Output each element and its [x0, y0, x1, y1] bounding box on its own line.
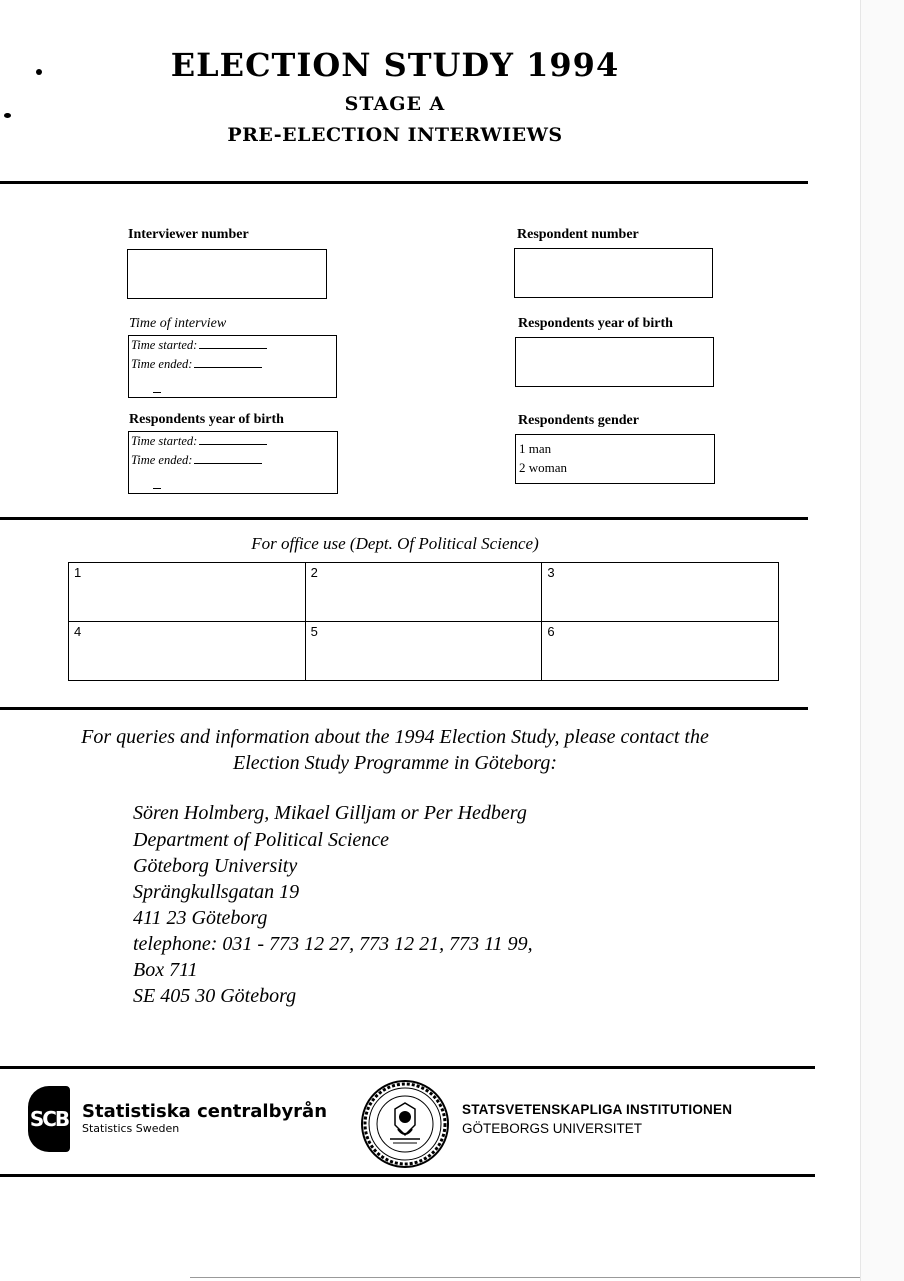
office-cell[interactable]: 1	[69, 563, 306, 622]
office-use-table	[68, 562, 779, 681]
address-line: Department of Political Science	[133, 829, 390, 851]
respondents-year-of-birth-field[interactable]	[515, 337, 714, 387]
scb-subtitle: Statistics Sweden	[82, 1122, 180, 1135]
office-cell[interactable]: 4	[69, 622, 306, 681]
divider	[0, 181, 808, 184]
left-year-of-birth-field[interactable]	[128, 431, 338, 494]
address-line: telephone: 031 - 773 12 27, 773 12 21, 773 11 99,	[133, 933, 533, 955]
time-ended-blank[interactable]	[194, 451, 262, 464]
gender-option-woman[interactable]: 2 woman	[519, 460, 568, 475]
respondent-number-label: Respondent number	[517, 227, 639, 242]
table-row	[69, 563, 779, 622]
page-title: ELECTION STUDY 1994	[170, 46, 620, 84]
divider	[0, 517, 808, 520]
institute-name: STATSVETENSKAPLIGA INSTITUTIONEN	[462, 1102, 733, 1117]
left-year-of-birth-label: Respondents year of birth	[129, 412, 284, 427]
short-dash	[153, 392, 161, 393]
respondents-gender-label: Respondents gender	[518, 413, 639, 428]
time-started-line	[129, 432, 337, 451]
address-line: 411 23 Göteborg	[133, 907, 268, 929]
time-started-label: Time started:	[131, 434, 198, 448]
divider	[0, 1066, 815, 1069]
address-line: SE 405 30 Göteborg	[133, 985, 297, 1007]
address-line: Sören Holmberg, Mikael Gilljam or Per Hedberg	[133, 802, 527, 824]
office-cell[interactable]: 6	[542, 622, 779, 681]
respondents-gender-field[interactable]	[515, 434, 715, 484]
table-row	[69, 622, 779, 681]
interviewer-number-field[interactable]	[127, 249, 327, 299]
respondents-year-of-birth-label: Respondents year of birth	[518, 316, 673, 331]
scb-name: Statistiska centralbyrån	[82, 1101, 328, 1122]
stage-heading: STAGE A	[344, 93, 446, 115]
address-line: Sprängkullsgatan 19	[133, 881, 300, 903]
contact-intro-line-2: Election Study Programme in Göteborg:	[232, 752, 557, 774]
office-use-title: For office use (Dept. Of Political Science)	[251, 534, 539, 553]
address-line: Box 711	[133, 959, 198, 981]
time-ended-blank[interactable]	[194, 355, 262, 368]
page-bottom-edge	[190, 1277, 860, 1278]
office-cell[interactable]: 5	[305, 622, 542, 681]
time-ended-label: Time ended:	[131, 453, 193, 467]
time-ended-label: Time ended:	[131, 357, 193, 371]
respondent-number-field[interactable]	[514, 248, 713, 298]
interviewer-number-label: Interviewer number	[128, 227, 249, 242]
time-ended-line	[129, 451, 337, 470]
time-of-interview-label: Time of interview	[129, 316, 227, 331]
time-started-blank[interactable]	[199, 432, 267, 445]
divider	[0, 1174, 815, 1177]
page-subtitle: PRE-ELECTION INTERWIEWS	[227, 124, 563, 146]
time-of-interview-field[interactable]	[128, 335, 337, 398]
scan-edge	[860, 0, 904, 1281]
university-seal-icon	[360, 1079, 450, 1169]
time-started-label: Time started:	[131, 338, 198, 352]
gender-option-man[interactable]: 1 man	[519, 441, 552, 456]
short-dash	[153, 488, 161, 489]
scb-logo-icon: SCB	[28, 1086, 70, 1152]
office-cell[interactable]: 3	[542, 563, 779, 622]
time-started-blank[interactable]	[199, 336, 267, 349]
university-name: GÖTEBORGS UNIVERSITET	[462, 1121, 643, 1136]
address-line: Göteborg University	[133, 855, 298, 877]
office-cell[interactable]: 2	[305, 563, 542, 622]
contact-intro-line-1: For queries and information about the 1994 Election Study, please contact the	[81, 726, 709, 748]
time-ended-line	[129, 355, 336, 374]
time-started-line	[129, 336, 336, 355]
divider	[0, 707, 808, 710]
